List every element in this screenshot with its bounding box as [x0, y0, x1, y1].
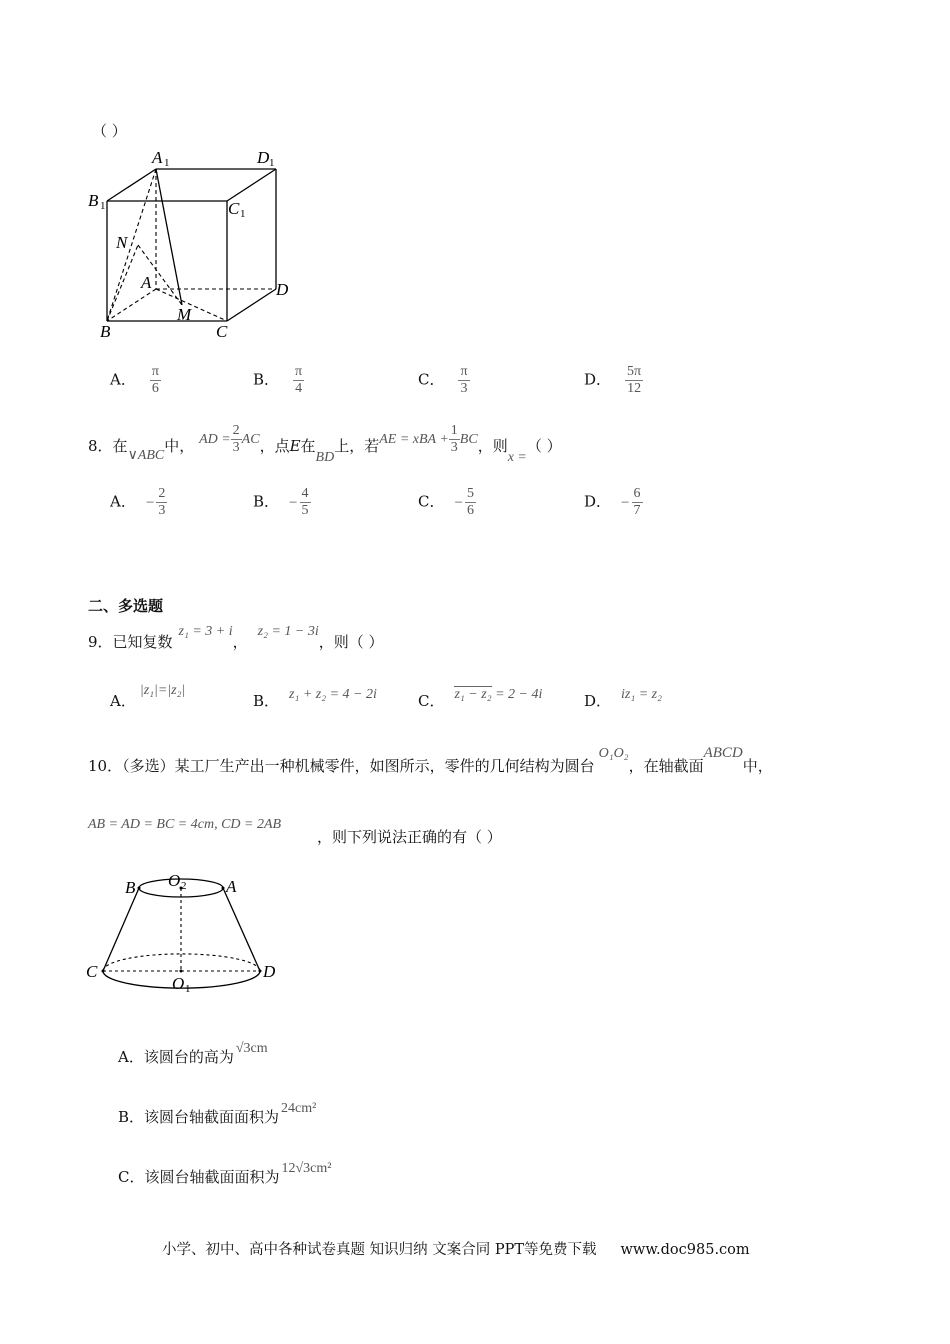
q9-option-d[interactable]: D． iz₁ = z₂	[584, 687, 662, 710]
q10-stem-line1: 10．（多选）某工厂生产出一种机械零件，如图所示，零件的几何结构为圆台O₁O₂，在轴截面ABCD中，	[88, 745, 773, 775]
generatrix-left	[103, 888, 139, 971]
label-c: C	[86, 962, 98, 981]
q8-option-d[interactable]: D． − $\frac{6}{7}$	[584, 486, 641, 518]
q9-option-a[interactable]: A．|z₁|=|z₂|	[110, 683, 186, 710]
label-b: B	[100, 322, 111, 341]
q8-option-a[interactable]: A． − $\frac{2}{3}$	[110, 486, 166, 518]
q9-option-b[interactable]: B． z₁ + z₂ = 4 − 2i	[253, 687, 377, 710]
label-c: C	[216, 322, 228, 341]
q8-option-b[interactable]: B． − $\frac{4}{5}$	[253, 486, 309, 518]
svg-text:1: 1	[100, 200, 106, 212]
edge-ab-hidden	[107, 289, 156, 321]
q10-stem-line2: AB = AD = BC = 4cm, CD = 2AB	[88, 817, 282, 832]
q7-option-b[interactable]: B． $\frac{\pi}{4}$	[253, 364, 303, 396]
q7-option-c[interactable]: C． $\frac{\pi}{3}$	[418, 364, 468, 396]
q9-stem: 9．已知复数z₁ = 3 + i，z₂ = 1 − 3i，则（ ）	[88, 624, 384, 651]
q7-option-d[interactable]: D． $\frac{5\pi}{12}$	[584, 364, 642, 396]
label-a: A	[226, 877, 237, 896]
label-m: M	[177, 305, 192, 324]
q9-option-c[interactable]: C． z₁ − z₂ = 2 − 4i	[418, 687, 543, 710]
label-o1: O	[172, 974, 185, 993]
answer-bracket: （ ）	[92, 122, 127, 140]
label-d1: D	[257, 148, 270, 167]
edge-b1a1	[107, 169, 156, 201]
svg-text:1: 1	[164, 157, 170, 169]
label-b: B	[125, 878, 136, 897]
segment-bn-hidden	[107, 245, 138, 321]
label-n: N	[116, 233, 128, 252]
q10-option-c[interactable]: C．该圆台轴截面面积为 12√3cm²	[118, 1161, 332, 1186]
segment-a1b-hidden	[107, 169, 156, 321]
label-o2: O	[168, 871, 181, 890]
label-d: D	[276, 280, 289, 299]
label-b1: B	[88, 191, 99, 210]
generatrix-right	[223, 888, 260, 971]
footer-url[interactable]: www.doc985.com	[620, 1242, 750, 1258]
segment-a1m	[156, 169, 182, 305]
q7-option-a[interactable]: A． $\frac{\pi}{6}$	[110, 364, 159, 396]
segment-ac-hidden	[156, 289, 227, 321]
q10-option-a[interactable]: A．该圆台的高为 √3cm	[118, 1041, 268, 1066]
footer	[162, 1238, 750, 1259]
svg-text:1: 1	[185, 983, 191, 995]
q10-stem-tail: ，则下列说法正确的有（ ）	[317, 828, 502, 846]
cube-figure	[80, 145, 320, 345]
label-c1: C	[228, 199, 240, 218]
label-a: A	[141, 273, 152, 292]
svg-text:2: 2	[181, 880, 187, 892]
q8-stem: 8．在∨ABC中， AD = $\frac{2}{3}$ AC，点E在BD上，若AE = xBA + $\frac{1}{3}$ BC，则x =（ ）	[88, 422, 562, 465]
section-heading: 二、多选题	[88, 597, 164, 615]
svg-text:1: 1	[269, 157, 275, 169]
edge-dc	[227, 289, 276, 321]
svg-text:1: 1	[240, 208, 246, 220]
label-a1: A	[152, 148, 163, 167]
q8-option-c[interactable]: C． − $\frac{5}{6}$	[418, 486, 474, 518]
footer-text: 小学、初中、高中各种试卷真题 知识归纳 文案合同 PPT等免费下载	[162, 1242, 597, 1258]
frustum-figure	[80, 868, 290, 998]
label-d: D	[263, 962, 276, 981]
q10-option-b[interactable]: B．该圆台轴截面面积为 24cm²	[118, 1101, 317, 1126]
edge-d1c1	[227, 169, 276, 201]
